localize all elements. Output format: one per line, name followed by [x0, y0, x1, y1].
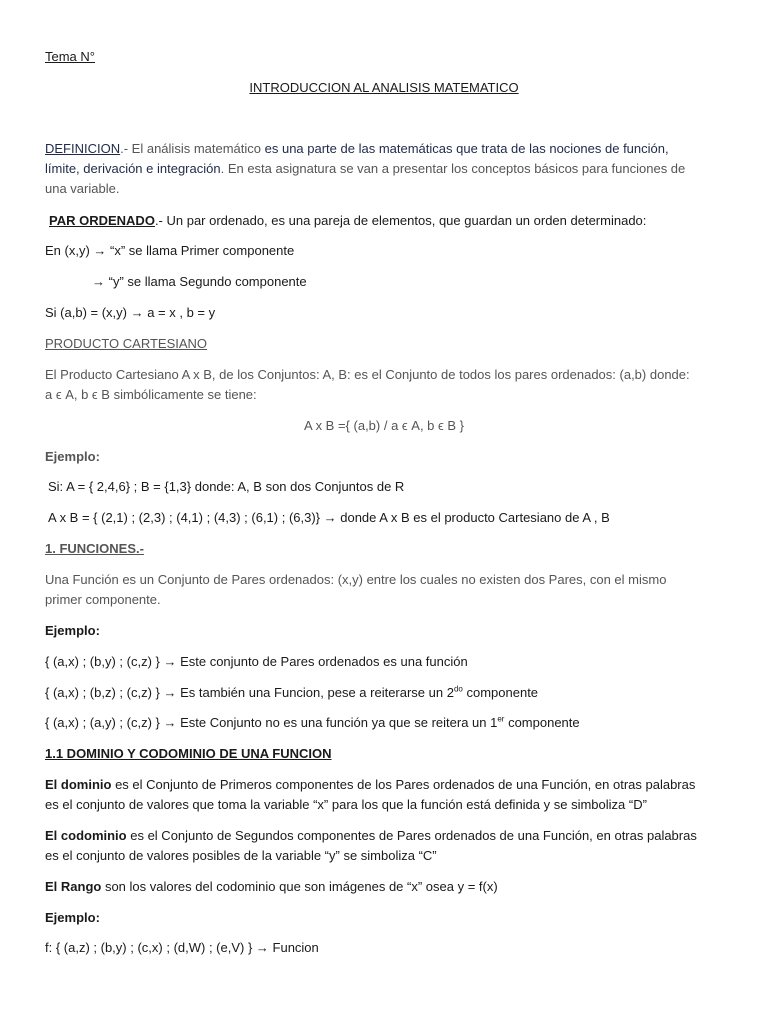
- definicion-line-3: una variable.: [45, 181, 120, 196]
- definicion-label: DEFINICION: [45, 141, 121, 156]
- funciones-p2: primer componente.: [45, 592, 161, 607]
- par-line-1: En (x,y) → “x” se llama Primer componente: [45, 243, 295, 258]
- funciones-ejemplo-3-sup: er: [497, 714, 505, 724]
- rango-text: son los valores del codominio que son imágenes de “x” osea y = f(x): [101, 879, 498, 894]
- funciones-ejemplo-3-text: { (a,x) ; (a,y) ; (c,z) } → Este Conjunto no es una función ya que se reitera un 1: [45, 715, 498, 730]
- producto-p2: a ϵ A, b ϵ B simbólicamente se tiene:: [45, 387, 257, 402]
- dominio-heading: 1.1 DOMINIO Y CODOMINIO DE UNA FUNCION: [45, 746, 332, 761]
- definicion-line-2: [45, 159, 725, 179]
- funciones-ejemplo-label: Ejemplo:: [45, 623, 100, 638]
- tema-label: Tema N°: [45, 49, 95, 64]
- definicion-part2: límite, derivación e integración: [45, 161, 221, 176]
- par-line-3: Si (a,b) = (x,y) → a = x , b = y: [45, 305, 216, 320]
- dominio-ejemplo-label: Ejemplo:: [45, 910, 100, 925]
- funciones-ejemplo-2-text: { (a,x) ; (b,z) ; (c,z) } → Es también una Funcion, pese a reiterarse un 2: [45, 685, 454, 700]
- funciones-p1: Una Función es un Conjunto de Pares ordenados: (x,y) entre los cuales no existen dos Pares, con el mismo: [45, 572, 667, 587]
- par-line-2: → “y” se llama Segundo componente: [92, 274, 307, 289]
- producto-heading: PRODUCTO CARTESIANO: [45, 336, 208, 351]
- par-ordenado-line: [49, 211, 729, 231]
- funciones-ejemplo-1: { (a,x) ; (b,y) ; (c,z) } → Este conjunto de Pares ordenados es una función: [45, 654, 468, 669]
- rango-label: El Rango: [45, 879, 102, 894]
- funciones-ejemplo-2-tail: componente: [462, 685, 539, 700]
- producto-p1: El Producto Cartesiano A x B, de los Conjuntos: A, B: es el Conjunto de todos los pares ordenados: (a,b) donde:: [45, 367, 690, 382]
- dominio-ejemplo-funcion: f: { (a,z) ; (b,y) ; (c,x) ; (d,W) ; (e,V) } → Funcion: [45, 940, 319, 955]
- codominio-line-1: [45, 826, 725, 846]
- dominio-line-2: es el conjunto de valores que toma la variable “x” para los que la función está definida y se simboliza “D”: [45, 797, 647, 812]
- funciones-ejemplo-3-tail: componente: [504, 715, 580, 730]
- codominio-label: El codominio: [45, 828, 127, 843]
- producto-ejemplo-2: A x B = { (2,1) ; (2,3) ; (4,1) ; (4,3) ; (6,1) ; (6,3)} → donde A x B es el producto Cartesiano de A , B: [48, 510, 610, 525]
- producto-formula: A x B ={ (a,b) / a ϵ A, b ϵ B }: [304, 418, 464, 433]
- funciones-ejemplo-2: [45, 683, 725, 703]
- dominio-text-1: es el Conjunto de Primeros componentes de los Pares ordenados de una Función, en otras palabras: [111, 777, 696, 792]
- funciones-heading: 1. FUNCIONES.-: [45, 541, 144, 556]
- par-ordenado-label: PAR ORDENADO: [49, 213, 155, 228]
- definicion-sep: .- El análisis matemático: [120, 141, 265, 156]
- dominio-line-1: [45, 775, 725, 795]
- page-title: INTRODUCCION AL ANALISIS MATEMATICO: [249, 80, 519, 95]
- rango-line: [45, 877, 725, 897]
- definicion-rest: . En esta asignatura se van a presentar los conceptos básicos para funciones de: [220, 161, 686, 176]
- funciones-ejemplo-2-sup: do: [453, 684, 463, 694]
- par-ordenado-text: .- Un par ordenado, es una pareja de elementos, que guardan un orden determinado:: [154, 213, 647, 228]
- definicion-line-1: [45, 139, 725, 159]
- producto-ejemplo-label: Ejemplo:: [45, 449, 100, 464]
- codominio-line-2: es el conjunto de valores posibles de la variable “y” se simboliza “C”: [45, 848, 437, 863]
- producto-ejemplo-1: Si: A = { 2,4,6} ; B = {1,3} donde: A, B son dos Conjuntos de R: [48, 479, 405, 494]
- codominio-text-1: es el Conjunto de Segundos componentes de Pares ordenados de una Función, en otras palabras: [126, 828, 697, 843]
- funciones-ejemplo-3: [45, 713, 725, 733]
- definicion-part1: es una parte de las matemáticas que trata de las nociones de función,: [264, 141, 669, 156]
- dominio-label: El dominio: [45, 777, 112, 792]
